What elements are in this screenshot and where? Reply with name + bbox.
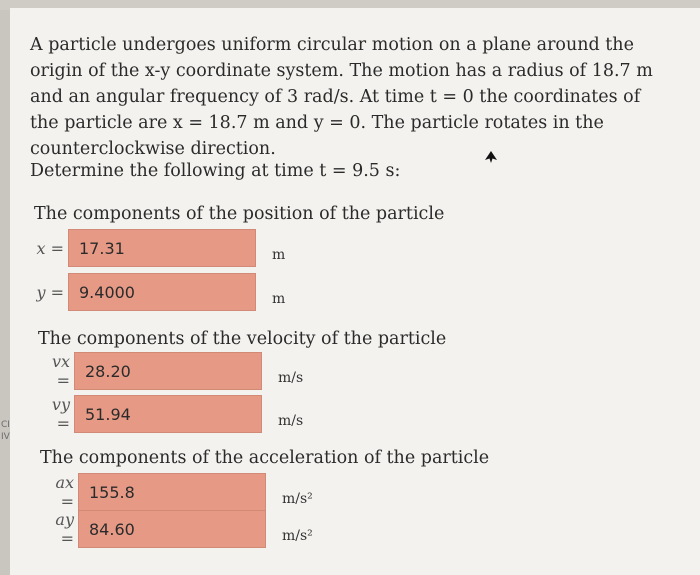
velocity-section-title: The components of the velocity of the particle — [38, 329, 447, 349]
position-x-row — [28, 227, 374, 269]
position-y-row — [28, 271, 374, 313]
velocity-x-row — [34, 350, 380, 392]
position-y-unit: m — [256, 273, 374, 311]
position-section-title: The components of the position of the particle — [34, 204, 445, 224]
velocity-y-row — [34, 393, 380, 435]
acceleration-x-unit: m/s² — [266, 473, 384, 511]
velocity-x-label: vx = — [51, 352, 70, 390]
velocity-y-label: vy = — [51, 395, 70, 433]
left-edge-strip — [0, 0, 10, 575]
acceleration-x-label: ax = — [55, 473, 74, 511]
position-y-input[interactable]: 9.4000 — [68, 273, 256, 311]
velocity-x-unit: m/s — [262, 352, 380, 390]
problem-statement: A particle undergoes uniform circular motion on a plane around the origin of the x-y coordinate system. The motion has a radius of 18.7 m and an angular frequency of 3 rad/s. At time t = 0 the coordinates of the particle are x = 18.7 m and y = 0. The particle rotates in the counterclockwise direction. — [30, 35, 653, 159]
prompt-text: Determine the following at time t = 9.5 s: — [30, 161, 401, 181]
acceleration-y-input[interactable]: 84.60 — [78, 510, 266, 548]
edge-text-2: IV — [1, 432, 10, 442]
mouse-cursor-icon — [484, 150, 498, 164]
acceleration-y-row — [38, 508, 384, 550]
acceleration-section-title: The components of the acceleration of the particle — [40, 448, 490, 468]
velocity-y-unit: m/s — [262, 395, 380, 433]
acceleration-x-row — [38, 471, 384, 513]
velocity-y-input[interactable]: 51.94 — [74, 395, 262, 433]
acceleration-x-input[interactable]: 155.8 — [78, 473, 266, 511]
position-y-label: y = — [36, 282, 64, 302]
acceleration-y-label: ay = — [55, 510, 74, 548]
position-x-input[interactable]: 17.31 — [68, 229, 256, 267]
position-x-unit: m — [256, 229, 374, 267]
edge-text-1: CI — [1, 420, 10, 430]
acceleration-y-unit: m/s² — [266, 510, 384, 548]
position-x-label: x = — [36, 238, 64, 258]
velocity-x-input[interactable]: 28.20 — [74, 352, 262, 390]
